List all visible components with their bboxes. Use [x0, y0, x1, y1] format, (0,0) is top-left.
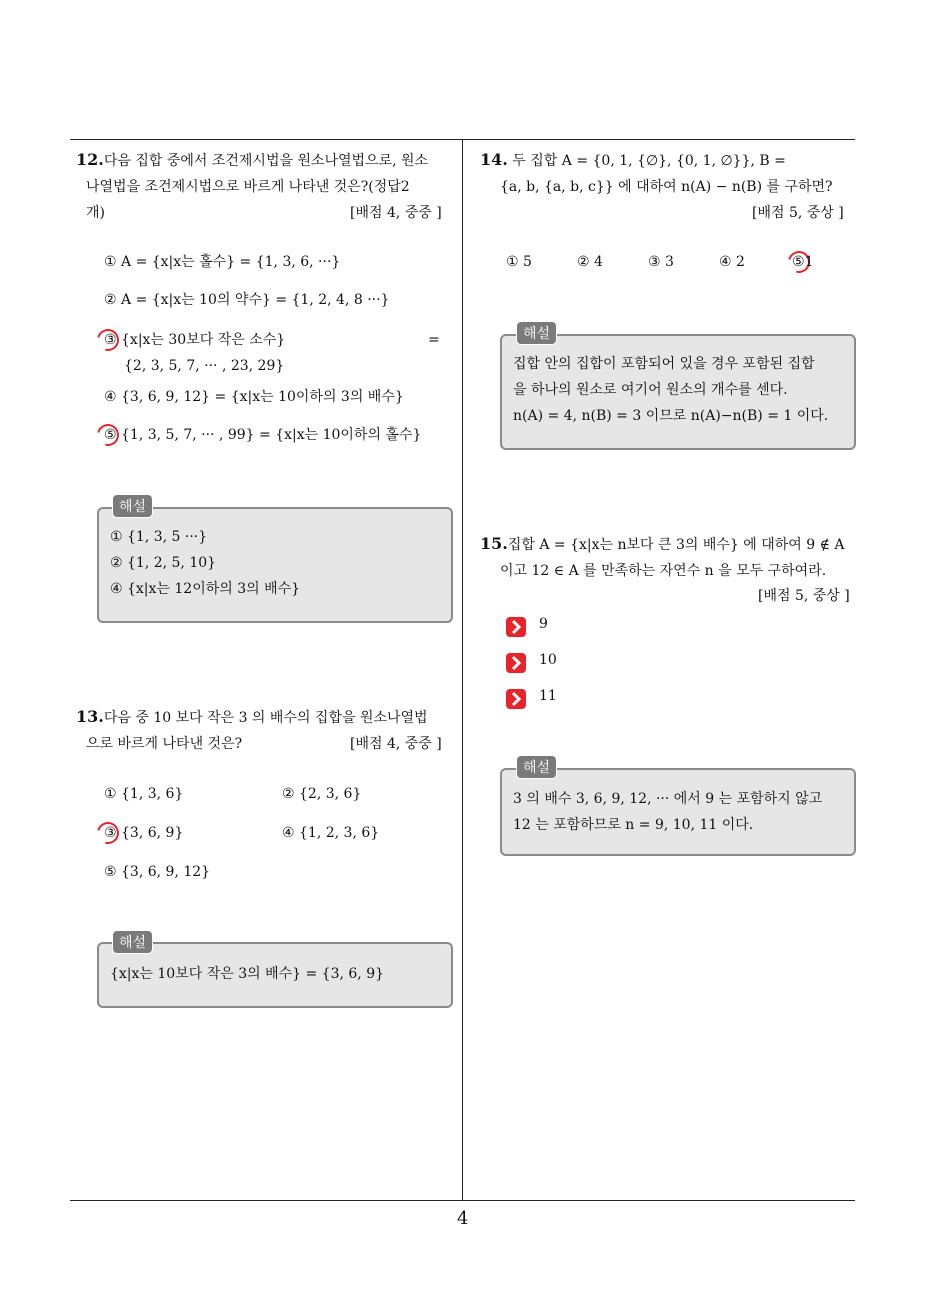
- q14-choice-4[interactable]: ④ 2: [719, 254, 745, 270]
- q13-explanation-tag: 해설: [112, 930, 153, 954]
- q13-choice-2[interactable]: ② {2, 3, 6}: [282, 786, 362, 802]
- q14-choice-2[interactable]: ② 4: [577, 254, 603, 270]
- q13-choice-3[interactable]: ③ {3, 6, 9}: [104, 825, 184, 841]
- q14-explanation-line-1: 집합 안의 집합이 포함되어 있을 경우 포함된 집합: [513, 356, 815, 372]
- q12-choice-1[interactable]: ① A = {x|x는 홀수} = {1, 3, 6, ···}: [104, 254, 341, 270]
- q12-choice-3-continued: {2, 3, 5, 7, ··· , 23, 29}: [124, 358, 285, 374]
- question-13-line-1: 13.다음 중 10 보다 작은 3 의 배수의 집합을 원소나열법: [76, 707, 428, 726]
- question-14-number: 14.: [480, 150, 508, 169]
- q15-answer-3: 11: [539, 688, 557, 704]
- q15-explanation-box: [500, 768, 856, 856]
- question-14-line-1: 14. 두 집합 A = {0, 1, {∅}, {0, 1, ∅}}, B =: [480, 150, 786, 169]
- q12-explanation-line-1: ① {1, 3, 5 ···}: [110, 529, 208, 545]
- q12-choice-2[interactable]: ② A = {x|x는 10의 약수} = {1, 2, 4, 8 ···}: [104, 292, 390, 308]
- q15-explanation-line-2: 12 는 포함하므로 n = 9, 10, 11 이다.: [513, 817, 754, 833]
- bottom-rule: [70, 1200, 855, 1201]
- q15-explanation-line-1: 3 의 배수 3, 6, 9, 12, ··· 에서 9 는 포함하지 않고: [513, 791, 823, 807]
- question-12-line-2: 나열법을 조건제시법으로 바르게 나타낸 것은?(정답2: [86, 179, 410, 195]
- q14-explanation-line-2: 을 하나의 원소로 여기어 원소의 개수를 센다.: [513, 382, 788, 398]
- q13-choice-4[interactable]: ④ {1, 2, 3, 6}: [282, 825, 380, 841]
- question-15-score: [배점 5, 중상 ]: [758, 588, 850, 604]
- question-13-number: 13.: [76, 707, 104, 726]
- question-12-line-1: 12.다음 집합 중에서 조건제시법을 원소나열법으로, 원소: [76, 150, 429, 169]
- q12-choice-4[interactable]: ④ {3, 6, 9, 12} = {x|x는 10이하의 3의 배수}: [104, 389, 404, 405]
- q13-explanation-line-1: {x|x는 10보다 작은 3의 배수} = {3, 6, 9}: [110, 966, 385, 982]
- q14-choice-5[interactable]: ⑤1: [792, 254, 814, 270]
- q12-explanation-line-3: ④ {x|x는 12이하의 3의 배수}: [110, 581, 301, 597]
- q13-choice-1[interactable]: ① {1, 3, 6}: [104, 786, 184, 802]
- q14-explanation-line-3: n(A) = 4, n(B) = 3 이므로 n(A)−n(B) = 1 이다.: [513, 408, 829, 424]
- column-divider: [462, 139, 463, 1201]
- answer-arrow-icon: [506, 617, 526, 637]
- answer-arrow-icon: [506, 689, 526, 709]
- q15-answer-1: 9: [539, 616, 548, 632]
- q14-explanation-tag: 해설: [516, 321, 557, 345]
- question-15-line-2: 이고 12 ∈ A 를 만족하는 자연수 n 을 모두 구하여라.: [500, 563, 827, 579]
- question-15: [480, 531, 860, 584]
- answer-arrow-icon: [506, 653, 526, 673]
- question-13-line-2: 으로 바르게 나타낸 것은?: [86, 736, 243, 752]
- question-12-number: 12.: [76, 150, 104, 169]
- question-13-score: [배점 4, 중중 ]: [350, 736, 442, 752]
- q12-choice-3[interactable]: ③ {x|x는 30보다 작은 소수}: [104, 332, 286, 348]
- question-14: [480, 147, 860, 200]
- q15-explanation-tag: 해설: [516, 755, 557, 779]
- q14-choice-3[interactable]: ③ 3: [648, 254, 674, 270]
- q15-answer-2: 10: [539, 652, 557, 668]
- question-12-score: [배점 4, 중중 ]: [350, 205, 442, 221]
- page-number: 4: [457, 1208, 469, 1229]
- question-14-line-2: {a, b, {a, b, c}} 에 대하여 n(A) − n(B) 를 구하면?: [500, 179, 833, 195]
- question-15-number: 15.: [480, 534, 508, 553]
- q14-choice-1[interactable]: ① 5: [506, 254, 532, 270]
- q12-explanation-tag: 해설: [112, 494, 153, 518]
- question-15-line-1: 15.집합 A = {x|x는 n보다 큰 3의 배수} 에 대하여 9 ∉ A: [480, 534, 845, 553]
- q12-choice-3-equals: =: [428, 332, 440, 348]
- q13-choice-5[interactable]: ⑤ {3, 6, 9, 12}: [104, 864, 211, 880]
- q12-choice-5[interactable]: ⑤ {1, 3, 5, 7, ··· , 99} = {x|x는 10이하의 홀수}: [104, 427, 422, 443]
- question-12-line-3: 개): [86, 205, 105, 221]
- q12-explanation-line-2: ② {1, 2, 5, 10}: [110, 555, 217, 571]
- question-14-score: [배점 5, 중상 ]: [752, 205, 844, 221]
